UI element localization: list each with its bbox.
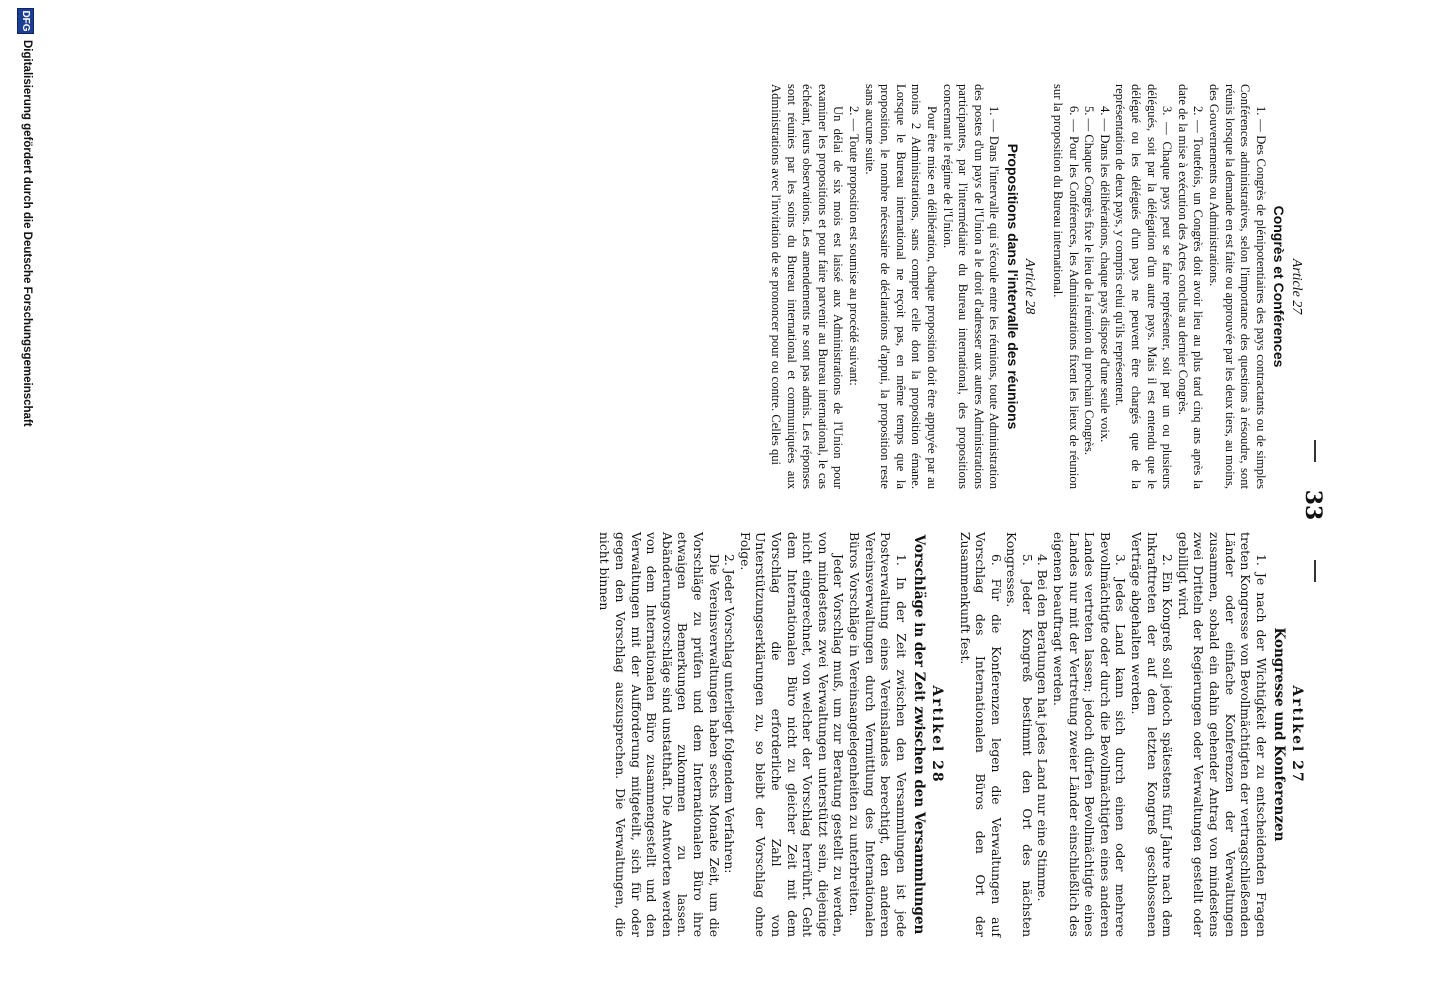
dfg-logo: DFG (17, 8, 34, 34)
article-28-paragraph-fr: 2. — Toute proposition est soumise au procédé suivant: (846, 106, 861, 386)
article-27-paragraph-fr: 3. — Chaque pays peut se faire représenter, soit par un ou plusieurs délégués, soit par la délégation d'un autre pays. Mais il est entendu que le délégué ou les délégués d'un pays ne peuvent être chargés que de la représentation de deux pays, y compris celui qu'ils représentent. (1113, 84, 1175, 489)
article-28-title-de: Vorschläge in der Zeit zwischen den Versammlungen (911, 534, 928, 935)
article-28-paragraph-de: Jeder Vorschlag muß, um zur Beratung gestellt zu werden, von mindestens zwei Verwaltungen unterstützt sein, diejenige nicht eingerechnet, von welcher der Vorschlag herrührt. Geht dem Internationalen Büro nicht zu gleicher Zeit mit dem Vorschlag die erforderliche Zahl von Unterstützungserklärungen zu, so bleibt der Vorschlag ohne Folge. (737, 532, 846, 937)
article-28-title-fr: Propositions dans l'intervalle des réunions (1004, 143, 1021, 430)
article-27-title-fr: Congrès et Conférences (1271, 205, 1288, 368)
article-28-label-fr: Article 28 (1022, 258, 1038, 315)
article-28-paragraph-de: Die Vereinsverwaltungen haben sechs Monate Zeit, um die Vorschläge zu prüfen und dem Internationalen Büro ihre etwaigen Bemerkungen zukommen zu lassen. Abänderungsvorschläge sind unstatthaft. Die Antworten werden von dem Internationalen Büro zusammengestellt und den Verwaltungen mit der Aufforderung mitgeteilt, sich für oder gegen den Vorschlag auszusprechen. Die Verwaltungen, die nicht binnen (597, 532, 721, 937)
article-27-label-fr: Article 27 (1289, 258, 1304, 315)
article-27-paragraph-fr: 5. — Chaque Congrès fixe le lieu de la réunion du prochain Congrès. (1082, 106, 1097, 456)
digitization-note: Digitalisierung gefördert durch die Deutsche Forschungsgemeinschaft (21, 40, 33, 427)
german-column (596, 532, 1304, 937)
article-28-paragraph-fr: Pour être mise en délibération, chaque proposition doit être appuyée par au moins 2 Administrations, sans compter celle dont la proposition émane. Lorsque le Bureau international ne reçoit pas, en même temps que la proposition, le nombre nécessaire de déclarations d'appui, la proposition reste sans aucune suite. (862, 84, 939, 489)
article-27-paragraph-fr: 6. — Pour les Conférences, les Administrations fixent les lieux de réunion sur la proposition du Bureau international. (1051, 84, 1081, 489)
article-28-paragraph-fr: Un délai de six mois est laissé aux Administrations de l'Union pour examiner les propositions et pour faire parvenir au Bureau international, le cas échéant, leurs observations. Les amendements ne sont pas admis. Les réponses sont réunies par les soins du Bureau international et communiquées aux Administrations avec l'invitation de se prononcer pour ou contre. Celles qui (769, 84, 846, 489)
article-28-paragraph-fr: 1. — Dans l'intervalle qui s'écoule entre les réunions, toute Administration des postes d'un pays de l'Union a le droit d'adresser aux autres Administrations participantes, par l'intermédiaire du Bureau international, des propositions concernant le régime de l'Union. (940, 84, 1002, 489)
article-27-paragraph-fr: 1. — Des Congrès de plénipotentiaires des pays contractants ou de simples Conférences administratives, selon l'importance des questions à résoudre, sont réunis lorsque la demande en est faite ou approuvée par les deux tiers, au moins, des Gouvernements ou Administrations. (1207, 84, 1268, 489)
article-27-paragraph-fr: 4. — Dans les délibérations, chaque pays dispose d'une seule voix. (1097, 106, 1112, 443)
digitization-footer (4, 8, 34, 998)
french-column (767, 84, 1304, 489)
article-27-paragraph-de: 3. Jedes Land kann sich durch einen oder mehrere Bevollmächtigte oder durch die Bevollmächtigten eines anderen Landes vertreten lassen; jedoch dürfen Bevollmächtigte eines Landes nur mit der Vertretung zweier Länder einschließlich des eigenen beauftragt werden. (1051, 532, 1128, 937)
article-27-paragraph-de: 2. Ein Kongreß soll jedoch spätestens fünf Jahre nach dem Inkrafttreten der auf dem letzten Kongreß geschlossenen Verträge abgehalten werden. (1129, 532, 1175, 937)
article-28-label-de: Artikel 28 (928, 685, 945, 784)
article-28-paragraph-de: 2. Jeder Vorschlag unterliegt folgendem Verfahren: (722, 554, 737, 874)
page-number: 33 (1300, 489, 1326, 521)
article-27-paragraph-de: 5. Jeder Kongreß bestimmt den Ort des nächsten Kongresses. (1004, 532, 1034, 937)
page-number-dash-left (1314, 440, 1316, 462)
article-27-paragraph-de: 6. Für die Konferenzen legen die Verwaltungen auf Vorschlag des Internationalen Büros den Ort der Zusammenkunft fest. (957, 532, 1003, 937)
article-27-title-de: Kongresse und Konferenzen (1271, 627, 1288, 842)
article-27-paragraph-de: 4. Bei den Beratungen hat jedes Land nur eine Stimme. (1035, 554, 1050, 902)
article-28-paragraph-de: 1. In der Zeit zwischen den Versammlungen ist jede Postverwaltung eines Vereinslandes berechtigt, den anderen Vereinsverwaltungen durch Vermittlung des Internationalen Büros Vorschläge in Vereinsangelegenheiten zu unterbreiten. (846, 532, 908, 937)
article-27-label-de: Artikel 27 (1289, 685, 1305, 784)
article-27-paragraph-fr: 2. — Toutefois, un Congrès doit avoir lieu au plus tard cinq ans après la date de la mise à exécution des Actes conclus au dernier Congrès. (1175, 84, 1206, 489)
page-number-dash-right (1314, 560, 1316, 582)
article-27-paragraph-de: 1. Je nach der Wichtigkeit der zu entscheidenden Fragen treten Kongresse von Bevollmächtigten der vertragschließenden Länder oder einfache Konferenzen der Verwaltungen zusammen, sobald ein dahin gehender Antrag von mindestens zwei Dritteln der Regierungen oder Verwaltungen gestellt oder gebilligt wird. (1175, 532, 1268, 937)
